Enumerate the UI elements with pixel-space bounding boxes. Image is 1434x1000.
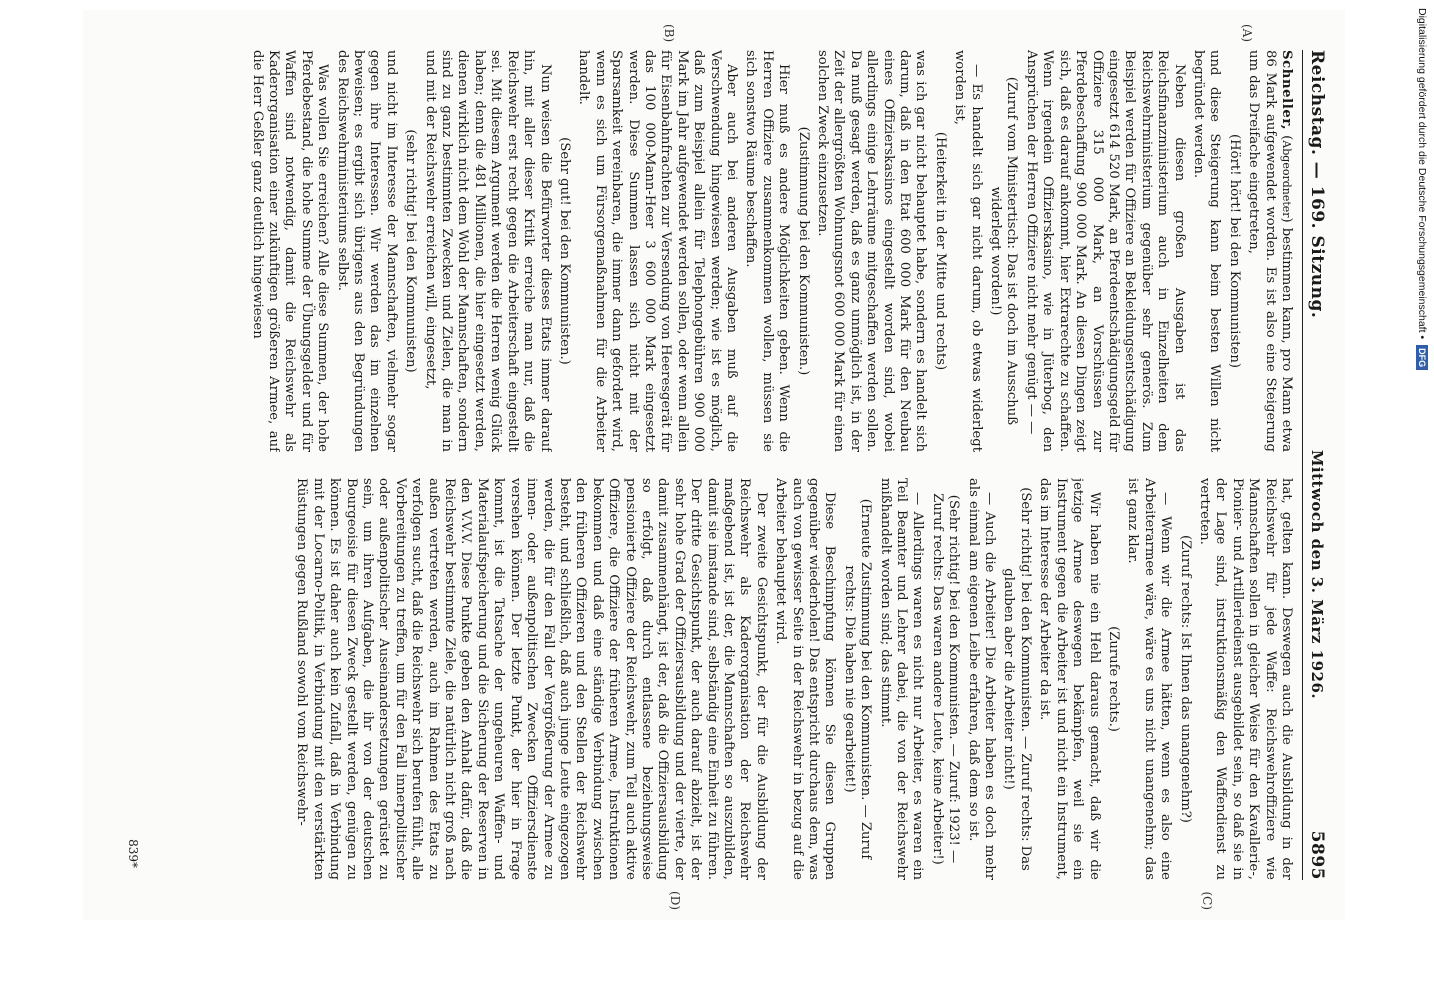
column-right <box>134 478 1294 880</box>
speaker-paragraph: Schneller, (Abgeordneter) bestimmen kann, pro Mann etwa 86 Mark aufgewendet worden. Es ist also eine Steigerung um das Dreifache eingetreten, <box>1246 50 1294 452</box>
interjection: (Heiterkeit in der Mitte und rechts) <box>932 131 948 371</box>
interjection: (Sehr gut! bei den Kommunisten.) <box>556 137 572 365</box>
text-columns <box>134 24 1294 910</box>
paragraph: und diese Steigerung kann beim besten Willen nicht begründet werden. <box>1190 50 1223 452</box>
header-left: Reichstag. — 169. Sitzung. <box>1307 50 1327 319</box>
speaker-name: Schneller, <box>1279 50 1294 131</box>
page-header <box>1302 50 1327 880</box>
paragraph: — Es handelt sich gar nicht darum, ob etwas widerlegt worden ist, <box>952 50 984 452</box>
interjection: (Sehr richtig! bei den Kommunisten. — Zuruf: 1923! — Zuruf rechts: Das waren andere Leute, keine Arbeiter!) <box>929 493 962 865</box>
paragraph: Hier muß es andere Möglichkeiten geben. Wenn die Herren Offiziere zusammenkommen wollen, müssen sie sich sonstwo Räume beschaffen. <box>743 50 792 452</box>
paragraph: — Wenn wir die Armee hätten, wenn es also eine Arbeiterarmee wäre, wäre es uns nicht unangenehm; das ist ganz klar. <box>1125 478 1174 880</box>
page-number: 5895 <box>1307 830 1327 880</box>
column-left <box>134 50 1294 452</box>
margin-mark-d: (D) <box>668 891 682 910</box>
interjection: (Zuruf rechts: Ist Ihnen das unangenehm?) <box>1177 535 1193 823</box>
dfg-sidebar <box>1414 8 1430 708</box>
interjection: (Zuruf vom Ministertisch: Das ist doch im Ausschuß widerlegt worden!) <box>988 76 1020 426</box>
paragraph: Der zweite Gesichtspunkt, der für die Ausbildung der Reichswehr als Kaderorganisation der Reichswehr maßgebend ist, ist der, die Mannschaften so auszubilden, damit sie imstande sind, selbständig eine Einheit zu führen. Der dritte Gesichtspunkt, der auch darauf abzielt, ist der sehr hohe Grad der Offiziersausbildung und der vierte, der damit zusammenhängt, ist der, daß die Offiziersausbildung so erfolgt, daß durch entlassene beziehungsweise pensionierte Offiziere der Reichswehr, zum Teil auch aktive Offiziere, die Offiziere der früheren Armee, Instruktionen bekommen und daß eine ständige Verbindung zwischen den früheren Offizieren und den Stellen der Reichswehr besteht, und schließlich, daß auch junge Leute eingezogen werden, die für den Fall der Vergrößerung der Armee zu innen- oder außenpolitischen Zwecken Offiziersdienste versehen können. Der letzte Punkt, der hier in Frage kommt, ist die Tatsache der ungeheuren Waffen- und Materialaufspeicherung und die Sicherung der Reserven in den V.V.V. Diese Punkte geben den Anhalt dafür, daß die Reichswehr bestimmte Ziele, die natürlich nicht groß nach außen vertreten werden, auch im Rahmen des Etats zu verfolgen sucht, daß die Reichswehr sich berufen fühlt, alle Vorbereitungen zu treffen, um für den Fall innerpolitischer oder außenpolitischer Auseinandersetzungen gerüstet zu sein, um ihren Aufgaben, die ihr von der deutschen Bourgeoisie für diesen Zweck gestellt werden, genügen zu können. Es ist daher auch kein Zufall, daß in Verbindung mit der Locarno-Politik, in Verbindung mit den verstärkten Rüstungen gegen Rußland sowohl vom Reichswehr- <box>294 478 769 880</box>
interjection: (Zustimmung bei den Kommunisten.) <box>795 126 811 376</box>
margin-mark-c: (C) <box>1200 891 1214 910</box>
header-center: Mittwoch den 3. März 1926. <box>1308 449 1326 700</box>
paragraph: Wir haben nie ein Hehl daraus gemacht, daß wir die jetzige Armee deswegen bekämpfen, weil sie ein Instrument gegen die Arbeiter ist und nicht ein Instrument, das im Interesse der Arbeiter da ist. <box>1037 478 1102 880</box>
margin-mark-b: (B) <box>662 24 676 43</box>
speaker-note: Abgeordneter <box>1280 140 1293 218</box>
paragraph-text: bestimmen kann, pro Mann etwa 86 Mark aufgewendet worden. Es ist also eine Steigerung um das Dreifache eingetreten, <box>1246 50 1294 452</box>
margin-mark-a: (A) <box>1240 24 1254 43</box>
paragraph: Nun weisen die Befürworter dieses Etats immer darauf hin, mit aller dieser Kritik erreiche man nur, daß die Reichswehr erst recht gegen die Arbeiterschaft eingestellt sei. Mit diesem Argument werden die Herren wenig Glück haben; denn die 481 Millionen, die hier eingesetzt werden, dienen wirklich nicht dem Wohl der Mannschaften, sondern sind zu ganz bestimmten Zwecken und Zielen, die man in und mit der Reichswehr erreichen will, eingesetzt, <box>422 50 553 452</box>
paragraph: — Auch die Arbeiter! Die Arbeiter haben es doch mehr als einmal am eigenen Leibe erfahren, daß dem so ist. <box>965 478 998 880</box>
paragraph: Diese Beschimpfung können Sie diesen Gruppen gegenüber wiederholen! Das entspricht durchaus dem, was auch von gewisser Seite in der Reichswehr in bezug auf die Arbeiter behauptet wird. <box>773 478 838 880</box>
paragraph: und nicht im Interesse der Mannschaften, vielmehr sogar gegen ihre Interessen. Wir werden das im einzelnen beweisen; es ergibt sich übrigens aus den Begründungen des Reichswehrministeriums selbst. <box>334 50 399 452</box>
paragraph: Aber auch bei anderen Ausgaben muß auf die Verschwendung hingewiesen werden; wie ist es möglich, daß zum Beispiel allein für Telephongebühren 900 000 Mark im Jahr aufgewendet werden sollen, oder wenn allein für Eisenbahnfrachten zur Versendung von Heeresgerät für das 100 000-Mann-Heer 3 600 000 Mark eingesetzt werden. Diese Summen lassen sich nicht mit der Sparsamkeit vereinbaren, die immer dann gefordert wird, wenn es sich um Fürsorgemaßnahmen für die Arbeiter handelt. <box>576 50 739 452</box>
dfg-logo: DFG <box>1416 345 1428 370</box>
interjection: (Hört! hört! bei den Kommunisten) <box>1226 134 1242 368</box>
paragraph: Neben diesen großen Ausgaben ist das Reichsfinanzministerium auch in Einzelheiten dem Reichswehrministerium gegenüber sehr generös. Zum Beispiel werden für Offiziere an Bekleidungsentschädigung eingesetzt 614 520 Mark, an Pferdeentschädigungsgeld für Offiziere 315 000 Mark, an Vorschüssen zur Pferdebeschaffung 900 000 Mark. An diesen Dingen zeigt sich, daß es darauf ankommt, hier Extrarechte zu schaffen. Wenn irgendein Offizierskasino, wie in Jüterbog, den Ansprüchen der Herren Offiziere nicht mehr genügt — — <box>1023 50 1187 452</box>
interjection: (Sehr richtig! bei den Kommunisten. — Zuruf rechts: Das glauben aber die Arbeiter nicht!) <box>1001 487 1033 871</box>
dfg-credit-text: Digitalisierung gefördert durch die Deutsche Forschungsgemeinschaft • <box>1416 8 1428 340</box>
interjection: (sehr richtig! bei den Kommunisten) <box>403 129 419 373</box>
paragraph: Was wollen Sie erreichen? Alle diese Summen, der hohe Pferdebestand, die hohe Summe der Übungsgelder und für Waffen sind notwendig, damit die Reichswehr als Kaderorganisation einer zukünftigen größeren Armee, auf die Herr Geßler ganz deutlich hingewiesen <box>249 50 331 452</box>
paragraph: was ich gar nicht behauptet habe, sondern es handelt sich darum, daß in den Etat 600 000 Mark für den Neubau eines Offizierskasinos eingestellt worden sind, wobei allerdings einige Lehrräume mitgeschaffen werden sollen. Da muß gesagt werden, daß es ganz unmöglich ist, in der Zeit der allergrößten Wohnungsnot 600 000 Mark für einen solchen Zweck einzusetzen. <box>815 50 929 452</box>
paragraph: — Allerdings waren es nicht nur Arbeiter, es waren ein Teil Beamter und Lehrer dabei, die von der Reichswehr mißhandelt worden sind; das stimmt. <box>877 478 926 880</box>
paragraph: hat, gelten kann. Deswegen auch die Ausbildung in der Reichswehr für jede Waffe: Reichswehroffiziere wie Mannschaften sollen in gleicher Weise für den Kavallerie-, Pionier- und Artilleriedienst ausgebildet sein, so daß sie in der Lage sind, instruktionsmäßig den Waffendienst zu vertreten. <box>1196 478 1294 880</box>
signature-mark: 839* <box>126 839 140 868</box>
interjection: (Erneute Zustimmung bei den Kommunisten. — Zuruf rechts: Die haben nie gearbeitet!) <box>841 498 874 860</box>
document-page <box>83 10 1345 920</box>
interjection: (Zurufe rechts.) <box>1105 626 1121 732</box>
